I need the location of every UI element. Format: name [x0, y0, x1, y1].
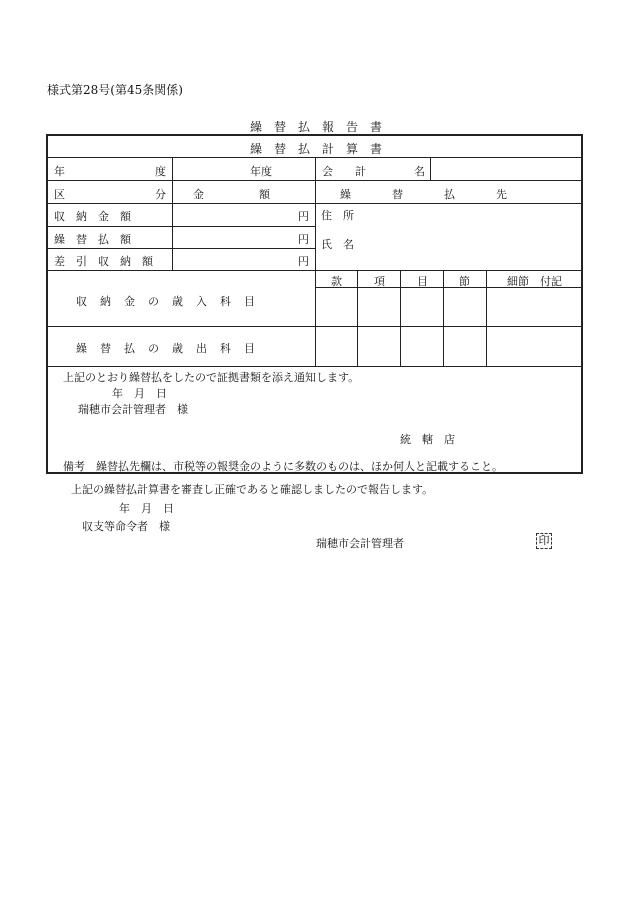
- subject-header-saisetsu: 細節 付記: [507, 275, 562, 288]
- row-yen-2: 円: [298, 233, 309, 246]
- subject-header-setsu: 節: [459, 275, 470, 288]
- row-label-kuri: 繰 替 払 額: [54, 233, 131, 246]
- label-jusho: 住 所: [321, 209, 354, 222]
- label-ku: 区: [54, 188, 65, 201]
- subject-header-kan: 款: [331, 275, 342, 288]
- notice-addressee: 瑞穂市会計管理者 様: [78, 403, 188, 416]
- report-title: 繰 替 払 報 告 書: [250, 120, 383, 134]
- label-mei: 名: [414, 165, 425, 178]
- branch-label: 統 轄 店: [400, 433, 455, 446]
- row-yen-3: 円: [298, 255, 309, 268]
- label-shimei: 氏 名: [321, 238, 354, 251]
- expenditure-subject-label: 繰 替 払 の 歳 出 科 目: [76, 342, 256, 355]
- row-label-shuno: 収 納 金 額: [54, 210, 131, 223]
- seal-mark: 印: [536, 533, 552, 549]
- label-nendo: 年度: [250, 165, 272, 178]
- remark: 備考 繰替払先欄は、市税等の報奨金のように多数のものは、ほか何人と記載すること。: [63, 460, 503, 473]
- label-kingaku: 金 額: [193, 188, 270, 201]
- confirmation-addressee: 収支等命令者 様: [82, 520, 170, 533]
- label-bun: 分: [155, 188, 166, 201]
- confirmation-text: 上記の繰替払計算書を審査し正確であると確認しましたので報告します。: [71, 483, 434, 496]
- subject-header-kou: 項: [374, 275, 385, 288]
- row-label-sashihiki: 差 引 収 納 額: [54, 255, 153, 268]
- row-yen-1: 円: [298, 210, 309, 223]
- label-kaikei: 会 計: [322, 165, 366, 178]
- notice-text: 上記のとおり繰替払をしたので証拠書類を添え通知します。: [63, 371, 360, 384]
- subject-header-moku: 目: [417, 275, 428, 288]
- calc-title: 繰 替 払 計 算 書: [250, 142, 383, 156]
- notice-date: 年 月 日: [112, 387, 167, 400]
- label-kuri-header: 繰 替 払 先: [340, 188, 509, 201]
- form-number: 様式第28号(第45条関係): [47, 83, 183, 97]
- confirmation-date: 年 月 日: [119, 502, 174, 515]
- revenue-subject-label: 収 納 金 の 歳 入 科 目: [76, 295, 256, 308]
- label-nen: 年: [54, 165, 65, 178]
- confirmation-signer: 瑞穂市会計管理者: [316, 537, 404, 550]
- label-do: 度: [155, 165, 166, 178]
